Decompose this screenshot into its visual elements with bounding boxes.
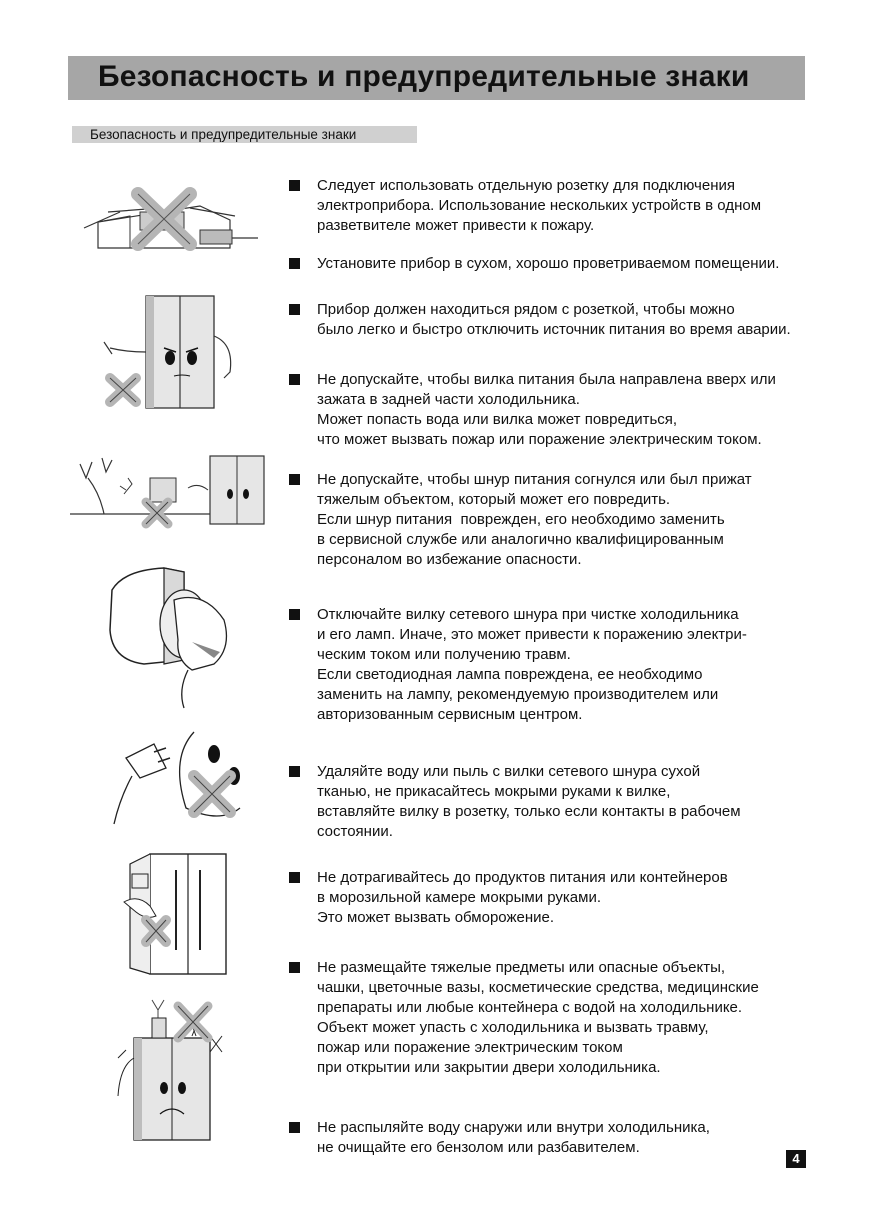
bent-cord-hazard-icon	[70, 450, 270, 530]
fridge-near-outlet-icon	[96, 292, 246, 417]
title-bar	[68, 56, 805, 100]
unplug-hand-icon	[104, 560, 244, 710]
safety-item-text: Не размещайте тяжелые предметы или опасные объекты, чашки, цветочные вазы, косметические средства, медицинские препараты или любые контейнера с водой на холодильнике. Объект может упасть с холодильника и вызвать травму, пожар или поражение электрическим током при открытии или закрытии двери холодильника.	[317, 959, 759, 1076]
bullet-icon	[289, 180, 300, 191]
wet-hand-plug-icon	[110, 728, 250, 828]
safety-item-text: Прибор должен находиться рядом с розеткой, чтобы можно было легко и быстро отключить источник питания во время аварии.	[317, 301, 791, 338]
safety-item-text: Следует использовать отдельную розетку для подключения электроприбора. Использование нескольких устройств в одном разветвителе может привести к пожару.	[317, 177, 762, 234]
safety-item-text: Не допускайте, чтобы вилка питания была направлена вверх или зажата в задней части холодильника. Может попасть вода или вилка может повредиться, что может вызвать пожар или поражение электрическим током.	[317, 371, 776, 448]
objects-on-fridge-icon	[112, 996, 242, 1146]
bullet-icon	[289, 872, 300, 883]
bullet-icon	[289, 609, 300, 620]
safety-item-text: Не распыляйте воду снаружи или внутри холодильника, не очищайте его бензолом или разбавителем.	[317, 1119, 710, 1156]
safety-item-text: Отключайте вилку сетевого шнура при чистке холодильника и его ламп. Иначе, это может привести к поражению электри- ческим током или получению травм. Если светодиодная лампа повреждена, ее необходимо заменить на лампу, рекомендуемую производителем или авторизованным сервисным центром.	[317, 606, 747, 723]
page-title: Безопасность и предупредительные знаки	[98, 60, 750, 93]
page-number: 4	[786, 1150, 806, 1168]
safety-item-text: Не дотрагивайтесь до продуктов питания или контейнеров в морозильной камере мокрыми руками. Это может вызвать обморожение.	[317, 869, 728, 926]
power-strip-overload-icon	[80, 186, 260, 266]
bullet-icon	[289, 766, 300, 777]
section-subtitle: Безопасность и предупредительные знаки	[90, 127, 357, 142]
bullet-icon	[289, 304, 300, 315]
section-subtitle-bar	[72, 126, 417, 143]
safety-item-text: Установите прибор в сухом, хорошо проветриваемом помещении.	[317, 255, 780, 272]
safety-item-text: Не допускайте, чтобы шнур питания согнулся или был прижат тяжелым объектом, который может его повредить. Если шнур питания поврежден, его необходимо заменить в сервисной службе или аналогично квалифицированным персоналом во избежание опасности.	[317, 471, 752, 568]
bullet-icon	[289, 374, 300, 385]
safety-item-text: Удаляйте воду или пыль с вилки сетевого шнура сухой тканью, не прикасайтесь мокрыми руками к вилке, вставляйте вилку в розетку, только если контакты в рабочем состоянии.	[317, 763, 741, 840]
bullet-icon	[289, 962, 300, 973]
bullet-icon	[289, 1122, 300, 1133]
bullet-icon	[289, 258, 300, 269]
freezer-wet-hand-icon	[116, 850, 236, 980]
bullet-icon	[289, 474, 300, 485]
